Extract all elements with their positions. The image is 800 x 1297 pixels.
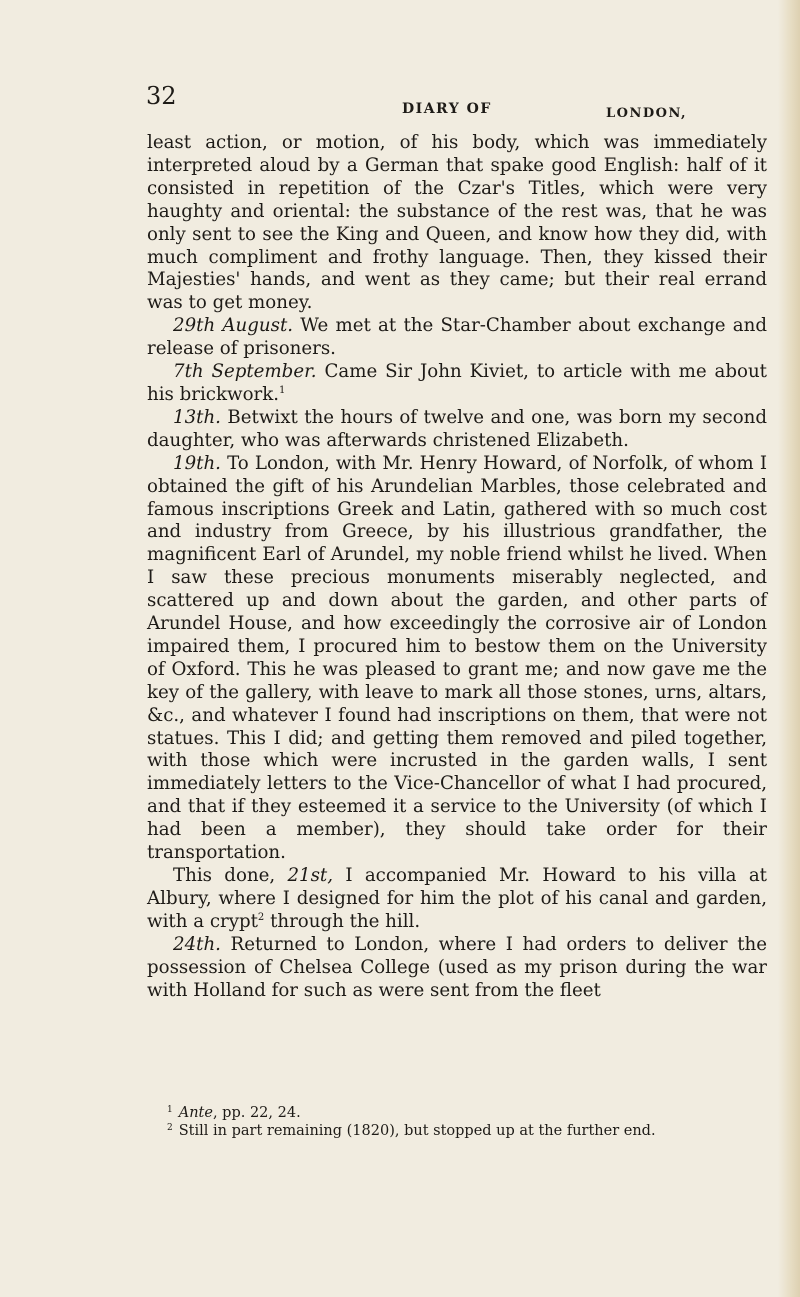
text-run: least action, or motion, of his body, which was immediately interpreted aloud by a German that spake good English: half of it consisted in repetition of the Czar's Titles, which were very haughty and oriental: the substance of the rest was, that he was only sent to see the King and Queen, and know how they did, with much compliment and frothy language. Then, they kissed their Majesties' hands, and went as they came; but their real errand was to get money.: [147, 132, 767, 314]
footnote-marker: 2: [257, 911, 265, 923]
page-number: 32: [146, 82, 177, 110]
paragraph: [147, 132, 767, 315]
paragraph: [147, 361, 767, 407]
entry-date: 29th August.: [173, 315, 294, 337]
footnotes: [147, 1104, 767, 1140]
entry-date: 7th September.: [173, 361, 317, 383]
text-run: This done,: [173, 865, 288, 886]
paragraph: [147, 315, 767, 361]
running-title: DIARY OF: [402, 101, 492, 117]
entry-date: 21st,: [287, 865, 334, 886]
running-title-right: LONDON,: [606, 106, 688, 121]
text-run: Returned to London, where I had orders to deliver the possession of Chelsea College (used as my prison during the war with Holland for such as were sent from the fleet: [147, 933, 767, 1001]
entry-date: 13th.: [173, 406, 221, 428]
page-edge-shadow: [778, 0, 800, 1297]
entry-date: 24th.: [173, 933, 221, 955]
text-run: Still in part remaining (1820), but stopped up at the further end.: [178, 1123, 656, 1139]
text-run: , pp. 22, 24.: [212, 1105, 301, 1121]
text-run: To London, with Mr. Henry Howard, of Norfolk, of whom I obtained the gift of his Arundelian Marbles, those celebrated and famous inscriptions Greek and Latin, gathered with so much cost and industry from Greece, by his illustrious grandfather, the magnificent Earl of Arundel, my noble friend whilst he lived. When I saw these precious monuments miserably neglected, and scattered up and down about the garden, and other parts of Arundel House, and how exceedingly the corrosive air of London impaired them, I procured him to bestow them on the University of Oxford. This he was pleased to grant me; and now gave me the key of the gallery, with leave to mark all those stones, urns, altars, &c., and whatever I found had inscriptions on them, that were not statues. This I did; and getting them removed and piled together, with those which were incrusted in the garden walls, I sent immediately letters to the Vice-Chancellor of what I had procured, and that if they esteemed it a service to the University (of which I had been a member), they should take order for their transportation.: [147, 452, 767, 864]
paragraph: [147, 934, 767, 1003]
paragraph: [147, 865, 767, 934]
paragraph: [147, 453, 767, 865]
entry-date: Ante: [178, 1105, 213, 1121]
footnote: [147, 1104, 767, 1122]
text-run: I accompanied Mr. Howard to his villa at Albury, where I designed for him the plot of his canal and garden, with a crypt: [147, 865, 767, 932]
text-run: Came Sir John Kiviet, to article with me about his brickwork.: [147, 361, 767, 405]
footnote-marker: 1: [279, 384, 286, 396]
text-run: We met at the Star-Chamber about exchange and release of prisoners.: [147, 315, 768, 360]
footnote-number: 2: [167, 1123, 173, 1133]
footnote: [147, 1122, 767, 1140]
footnote-number: 1: [167, 1105, 173, 1115]
diary-text: [147, 132, 767, 1002]
text-run: through the hill.: [264, 910, 421, 932]
page-header: [0, 82, 800, 122]
text-run: Betwixt the hours of twelve and one, was born my second daughter, who was afterwards christened Elizabeth.: [147, 406, 767, 451]
entry-date: 19th.: [173, 452, 221, 474]
paragraph: [147, 407, 767, 453]
